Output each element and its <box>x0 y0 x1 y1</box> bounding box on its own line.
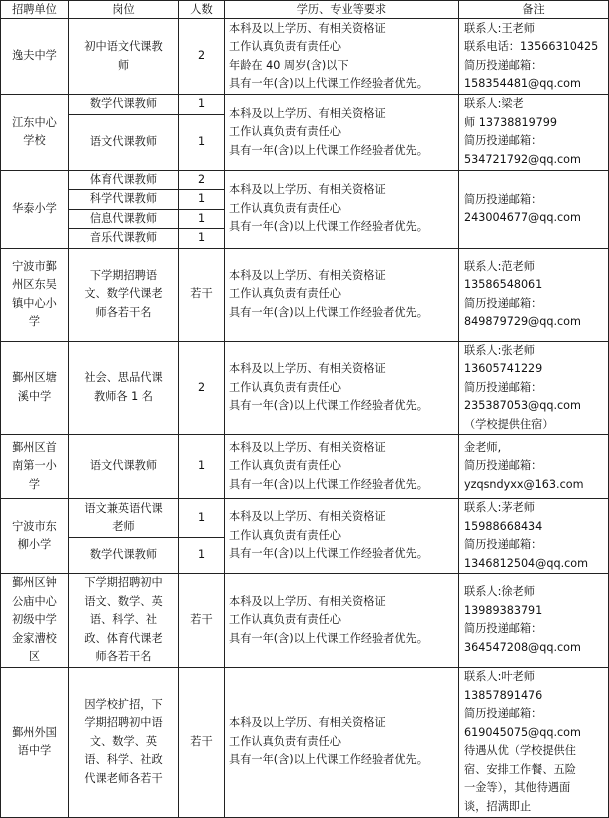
cell-line: 文、数学、英 <box>89 734 158 748</box>
notes-cell <box>459 95 609 171</box>
cell-line: 溪中学 <box>17 389 52 403</box>
table-row <box>1 341 609 435</box>
cell-line: 具有一年(含)以上代课工作经验者优先。 <box>229 77 428 90</box>
cell-line: 具有一年(含)以上代课工作经验者优先。 <box>229 547 428 561</box>
unit-cell <box>1 248 69 341</box>
cell-line: 学期招聘初中语 <box>84 716 163 730</box>
cell-line: 具有一年(含)以上代课工作经验者优先。 <box>229 399 428 412</box>
cell-line: 语、科学、社政 <box>84 753 163 767</box>
position-cell <box>69 499 179 538</box>
cell-line: 逸夫中学 <box>12 49 57 63</box>
cell-line: 具有一年(含)以上代课工作经验者优先。 <box>229 220 428 234</box>
cell-line: 鄞州外国 <box>12 725 57 739</box>
cell-line: 语、科学、社 <box>89 613 158 626</box>
header-notes: 备注 <box>459 1 609 19</box>
count-cell: 1 <box>179 499 225 538</box>
cell-line: 联系人:王老师 <box>464 21 535 35</box>
cell-line: 老师 <box>112 520 135 534</box>
unit-cell <box>1 19 69 95</box>
cell-line: 下学期招聘语 <box>89 268 158 282</box>
cell-line: 534721792@qq.com <box>464 152 581 166</box>
cell-line: 849879729@qq.com <box>464 315 581 328</box>
cell-line: 体育代课教师 <box>89 172 158 186</box>
cell-line: 简历投递邮箱： <box>464 538 543 551</box>
header-count: 人数 <box>179 1 225 19</box>
cell-line: 公庙中心 <box>12 594 57 608</box>
cell-line: 师 13738819799 <box>464 115 558 129</box>
position-cell <box>69 341 179 435</box>
cell-line: 工作认真负责有责任心 <box>229 734 341 748</box>
cell-line: 待遇从优（学校提供住 <box>464 744 576 757</box>
cell-line: 本科及以上学历、有相关资格证 <box>229 440 386 454</box>
cell-line: 师 <box>117 58 130 72</box>
cell-line: 初中语文代课教 <box>84 40 163 53</box>
cell-line: 一金等），其他待遇面 <box>464 781 571 794</box>
cell-line: 语文、数学、英 <box>84 594 163 608</box>
table-row <box>1 667 609 817</box>
position-cell <box>69 229 179 249</box>
cell-line: 鄞州区首 <box>12 440 57 454</box>
cell-line: 具有一年(含)以上代课工作经验者优先。 <box>229 753 428 767</box>
cell-line: 学 <box>28 477 41 491</box>
cell-line: 15988668434 <box>464 519 543 533</box>
cell-line: 镇中心小 <box>12 296 57 310</box>
cell-line: 工作认真负责有责任心 <box>229 528 341 542</box>
cell-line: 南第一小 <box>12 459 57 473</box>
cell-line: 联系人:茅老师 <box>464 501 535 514</box>
table-row <box>1 95 609 115</box>
requirements-cell <box>225 435 459 499</box>
unit-cell <box>1 435 69 499</box>
cell-line: 工作认真负责有责任心 <box>229 459 341 473</box>
cell-line: 具有一年(含)以上代课工作经验者优先。 <box>229 305 428 319</box>
cell-line: 工作认真负责有责任心 <box>229 125 341 138</box>
cell-line: 语文代课教师 <box>89 459 158 473</box>
cell-line: 宁波市东 <box>12 519 57 533</box>
position-cell <box>69 209 179 229</box>
cell-line: 1346812504@qq.com <box>464 556 589 570</box>
cell-line: 本科及以上学历、有相关资格证 <box>229 21 386 35</box>
unit-cell <box>1 574 69 668</box>
cell-line: 具有一年(含)以上代课工作经验者优先。 <box>229 477 428 491</box>
cell-line: 工作认真负责有责任心 <box>229 380 341 394</box>
notes-cell <box>459 667 609 817</box>
count-cell: 1 <box>179 190 225 210</box>
count-cell: 1 <box>179 114 225 170</box>
notes-cell <box>459 499 609 574</box>
cell-line: 金老师, <box>464 440 502 454</box>
cell-line: 语文代课教师 <box>89 134 158 148</box>
cell-line: 数学代课教师 <box>89 97 158 110</box>
cell-line: 具有一年(含)以上代课工作经验者优先。 <box>229 143 428 157</box>
cell-line: 音乐代课教师 <box>89 231 158 244</box>
requirements-cell <box>225 95 459 171</box>
cell-line: 鄞州区塘 <box>12 371 57 385</box>
cell-line: 金家漕校 <box>12 631 57 645</box>
table-body <box>1 19 609 818</box>
position-cell <box>69 667 179 817</box>
cell-line: 语中学 <box>17 744 52 757</box>
cell-line: （学校提供住宿） <box>464 417 554 431</box>
header-position: 岗位 <box>69 1 179 19</box>
table-row <box>1 170 609 190</box>
unit-cell <box>1 170 69 248</box>
cell-line: 社会、思品代课 <box>84 371 163 385</box>
table-row <box>1 19 609 95</box>
cell-line: 鄞州区钟 <box>12 576 57 589</box>
notes-cell <box>459 248 609 341</box>
requirements-cell <box>225 170 459 248</box>
cell-line: 简历投递邮箱： <box>464 58 543 72</box>
position-cell <box>69 170 179 190</box>
cell-line: 简历投递邮箱： <box>464 380 543 394</box>
cell-line: 13989383791 <box>464 603 543 617</box>
position-cell <box>69 574 179 668</box>
unit-cell <box>1 499 69 574</box>
table-row <box>1 574 609 668</box>
cell-line: yzqsndyxx@163.com <box>464 477 584 491</box>
table-row <box>1 248 609 341</box>
cell-line: 华泰小学 <box>12 201 57 215</box>
cell-line: 教师各 1 名 <box>94 389 153 403</box>
unit-cell <box>1 95 69 171</box>
cell-line: 158354481@qq.com <box>464 77 581 90</box>
cell-line: 简历投递邮箱： <box>464 707 543 720</box>
cell-line: 235387053@qq.com <box>464 399 581 412</box>
cell-line: 工作认真负责有责任心 <box>229 613 341 626</box>
cell-line: 代课老师各若干 <box>84 771 163 785</box>
header-row <box>1 1 609 19</box>
requirements-cell <box>225 19 459 95</box>
count-cell: 若干 <box>179 667 225 817</box>
cell-line: 学 <box>28 315 41 328</box>
cell-line: 本科及以上学历、有相关资格证 <box>229 268 386 282</box>
cell-line: 师各若干名 <box>95 650 152 663</box>
cell-line: 联系人:徐老师 <box>464 585 535 599</box>
cell-line: 柳小学 <box>17 538 52 551</box>
cell-line: 联系人:叶老师 <box>464 670 535 683</box>
cell-line: 江东中心 <box>12 115 57 129</box>
unit-cell <box>1 667 69 817</box>
cell-line: 工作认真负责有责任心 <box>229 201 341 215</box>
table-row <box>1 435 609 499</box>
count-cell: 1 <box>179 538 225 574</box>
notes-cell <box>459 341 609 435</box>
cell-line: 联系人:范老师 <box>464 259 535 273</box>
cell-line: 宁波市鄞 <box>12 259 57 273</box>
cell-line: 本科及以上学历、有相关资格证 <box>229 362 386 375</box>
cell-line: 联系电话：13566310425 <box>464 40 599 53</box>
unit-cell <box>1 341 69 435</box>
cell-line: 数学代课教师 <box>89 548 158 562</box>
requirements-cell <box>225 667 459 817</box>
cell-line: 联系人:张老师 <box>464 343 535 357</box>
count-cell: 若干 <box>179 574 225 668</box>
count-cell: 若干 <box>179 248 225 341</box>
cell-line: 13605741229 <box>464 362 543 375</box>
cell-line: 区 <box>28 650 41 663</box>
position-cell <box>69 114 179 170</box>
cell-line: 科学代课教师 <box>89 192 158 205</box>
cell-line: 政、体育代课老 <box>84 631 163 645</box>
cell-line: 619045075@qq.com <box>464 725 581 739</box>
notes-cell <box>459 170 609 248</box>
cell-line: 简历投递邮箱： <box>464 622 543 636</box>
cell-line: 本科及以上学历、有相关资格证 <box>229 716 386 730</box>
requirements-cell <box>225 341 459 435</box>
cell-line: 年龄在 40 周岁(含)以下 <box>229 58 349 72</box>
cell-line: 宿、安排工作餐、五险 <box>464 762 576 776</box>
position-cell <box>69 435 179 499</box>
cell-line: 本科及以上学历、有相关资格证 <box>229 106 386 120</box>
cell-line: 初级中学 <box>12 613 57 626</box>
cell-line: 简历投递邮箱： <box>464 134 543 148</box>
table-row <box>1 499 609 538</box>
requirements-cell <box>225 499 459 574</box>
cell-line: 师各若干名 <box>95 305 152 319</box>
cell-line: 简历投递邮箱： <box>464 296 543 310</box>
cell-line: 谈，招满即止 <box>464 799 532 813</box>
cell-line: 工作认真负责有责任心 <box>229 40 341 53</box>
cell-line: 364547208@qq.com <box>464 640 581 654</box>
cell-line: 13857891476 <box>464 688 543 702</box>
cell-line: 学校 <box>23 134 46 148</box>
cell-line: 具有一年(含)以上代课工作经验者优先。 <box>229 631 428 645</box>
cell-line: 文、数学代课老 <box>84 287 163 301</box>
notes-cell <box>459 574 609 668</box>
cell-line: 联系人:梁老 <box>464 97 524 111</box>
count-cell: 2 <box>179 341 225 435</box>
notes-cell <box>459 19 609 95</box>
position-cell <box>69 248 179 341</box>
cell-line: 工作认真负责有责任心 <box>229 287 341 301</box>
count-cell: 1 <box>179 209 225 229</box>
requirements-cell <box>225 574 459 668</box>
position-cell <box>69 538 179 574</box>
cell-line: 简历投递邮箱： <box>464 192 543 206</box>
count-cell: 1 <box>179 435 225 499</box>
position-cell <box>69 190 179 210</box>
cell-line: 语文兼英语代课 <box>84 501 163 515</box>
count-cell: 1 <box>179 95 225 115</box>
notes-cell <box>459 435 609 499</box>
requirements-cell <box>225 248 459 341</box>
cell-line: 本科及以上学历、有相关资格证 <box>229 510 386 524</box>
cell-line: 州区东吴 <box>12 278 57 291</box>
cell-line: 243004677@qq.com <box>464 211 581 224</box>
cell-line: 下学期招聘初中 <box>84 576 163 589</box>
cell-line: 本科及以上学历、有相关资格证 <box>229 594 386 608</box>
count-cell: 2 <box>179 19 225 95</box>
cell-line: 因学校扩招，下 <box>84 697 163 711</box>
count-cell: 2 <box>179 170 225 190</box>
cell-line: 本科及以上学历、有相关资格证 <box>229 183 386 197</box>
cell-line: 13586548061 <box>464 278 543 291</box>
position-cell <box>69 19 179 95</box>
header-requirements: 学历、专业等要求 <box>225 1 459 19</box>
position-cell <box>69 95 179 115</box>
cell-line: 简历投递邮箱： <box>464 459 543 473</box>
cell-line: 信息代课教师 <box>89 211 158 225</box>
count-cell: 1 <box>179 229 225 249</box>
header-unit: 招聘单位 <box>1 1 69 19</box>
